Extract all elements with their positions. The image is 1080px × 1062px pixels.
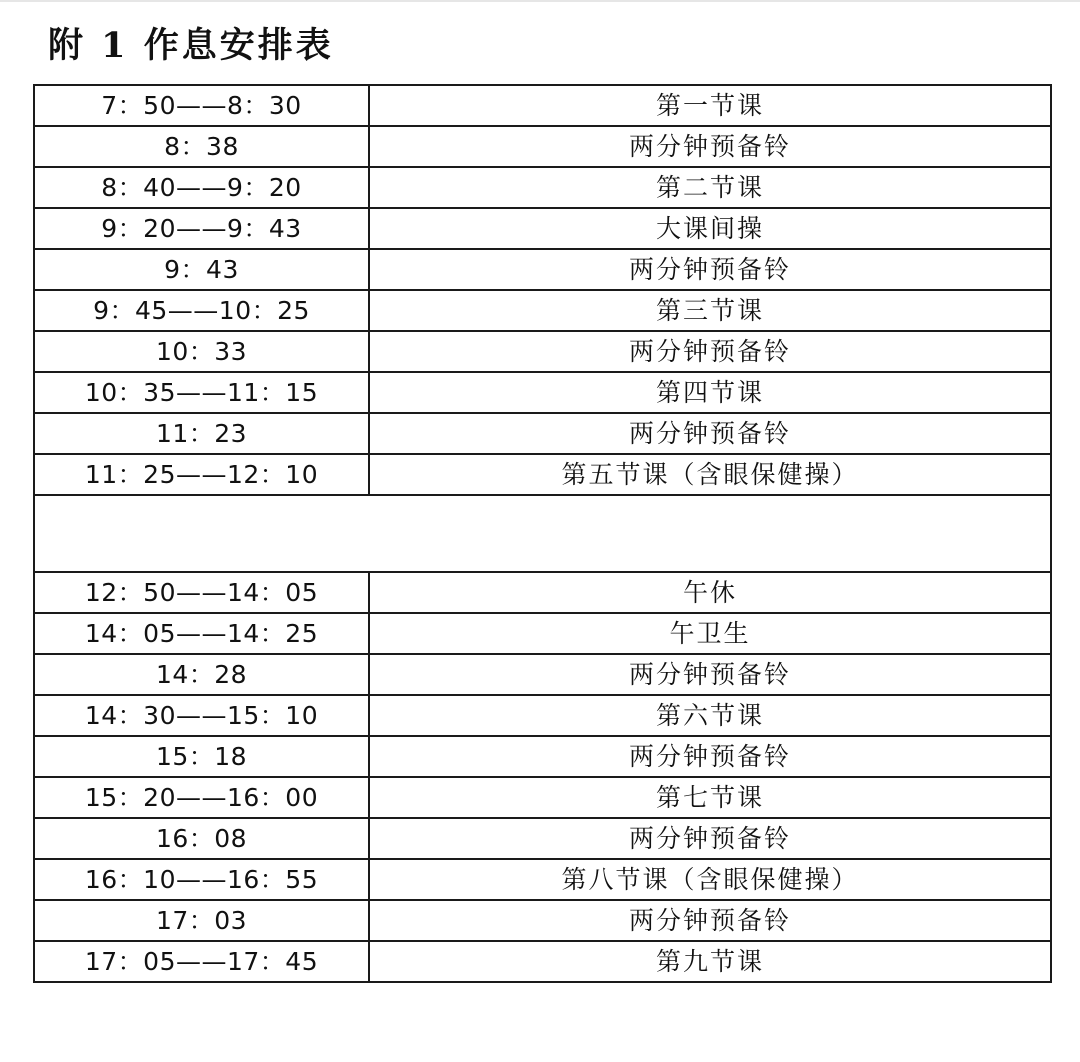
time-cell: 16：08	[34, 818, 369, 859]
table-row	[34, 777, 1051, 818]
time-cell: 14：30——15：10	[34, 695, 369, 736]
event-cell: 两分钟预备铃	[369, 249, 1051, 290]
time-cell: 10：33	[34, 331, 369, 372]
table-row	[34, 208, 1051, 249]
time-cell: 10：35——11：15	[34, 372, 369, 413]
event-cell: 两分钟预备铃	[369, 413, 1051, 454]
schedule-table	[33, 84, 1052, 983]
table-row	[34, 818, 1051, 859]
time-cell: 9：45——10：25	[34, 290, 369, 331]
event-cell: 大课间操	[369, 208, 1051, 249]
empty-merged-cell	[34, 495, 1051, 572]
time-cell: 9：20——9：43	[34, 208, 369, 249]
event-cell: 第四节课	[369, 372, 1051, 413]
time-cell: 8：40——9：20	[34, 167, 369, 208]
table-row	[34, 941, 1051, 982]
table-row	[34, 372, 1051, 413]
event-cell: 第六节课	[369, 695, 1051, 736]
table-row	[34, 859, 1051, 900]
page-top-border	[0, 0, 1080, 2]
event-cell: 第三节课	[369, 290, 1051, 331]
time-cell: 15：18	[34, 736, 369, 777]
table-row	[34, 613, 1051, 654]
time-cell: 11：23	[34, 413, 369, 454]
table-row	[34, 85, 1051, 126]
event-cell: 午卫生	[369, 613, 1051, 654]
table-row	[34, 126, 1051, 167]
event-cell: 两分钟预备铃	[369, 331, 1051, 372]
table-row	[34, 249, 1051, 290]
table-row	[34, 900, 1051, 941]
time-cell: 8：38	[34, 126, 369, 167]
time-cell: 11：25——12：10	[34, 454, 369, 495]
event-cell: 第九节课	[369, 941, 1051, 982]
time-cell: 15：20——16：00	[34, 777, 369, 818]
event-cell: 第一节课	[369, 85, 1051, 126]
time-cell: 17：03	[34, 900, 369, 941]
table-row	[34, 331, 1051, 372]
time-cell: 12：50——14：05	[34, 572, 369, 613]
table-row	[34, 736, 1051, 777]
document-title: 附 1 作息安排表	[48, 25, 334, 66]
time-cell: 14：28	[34, 654, 369, 695]
table-row	[34, 654, 1051, 695]
event-cell: 两分钟预备铃	[369, 654, 1051, 695]
table-row	[34, 167, 1051, 208]
event-cell: 两分钟预备铃	[369, 736, 1051, 777]
table-row	[34, 290, 1051, 331]
event-cell: 第二节课	[369, 167, 1051, 208]
time-cell: 16：10——16：55	[34, 859, 369, 900]
table-row	[34, 572, 1051, 613]
event-cell: 两分钟预备铃	[369, 900, 1051, 941]
time-cell: 17：05——17：45	[34, 941, 369, 982]
time-cell: 7：50——8：30	[34, 85, 369, 126]
table-row	[34, 454, 1051, 495]
event-cell: 两分钟预备铃	[369, 818, 1051, 859]
schedule-body	[34, 85, 1051, 982]
lunch-gap-row	[34, 495, 1051, 572]
time-cell: 9：43	[34, 249, 369, 290]
table-row	[34, 695, 1051, 736]
event-cell: 午休	[369, 572, 1051, 613]
event-cell: 第八节课（含眼保健操）	[369, 859, 1051, 900]
table-row	[34, 413, 1051, 454]
event-cell: 第五节课（含眼保健操）	[369, 454, 1051, 495]
event-cell: 两分钟预备铃	[369, 126, 1051, 167]
time-cell: 14：05——14：25	[34, 613, 369, 654]
event-cell: 第七节课	[369, 777, 1051, 818]
